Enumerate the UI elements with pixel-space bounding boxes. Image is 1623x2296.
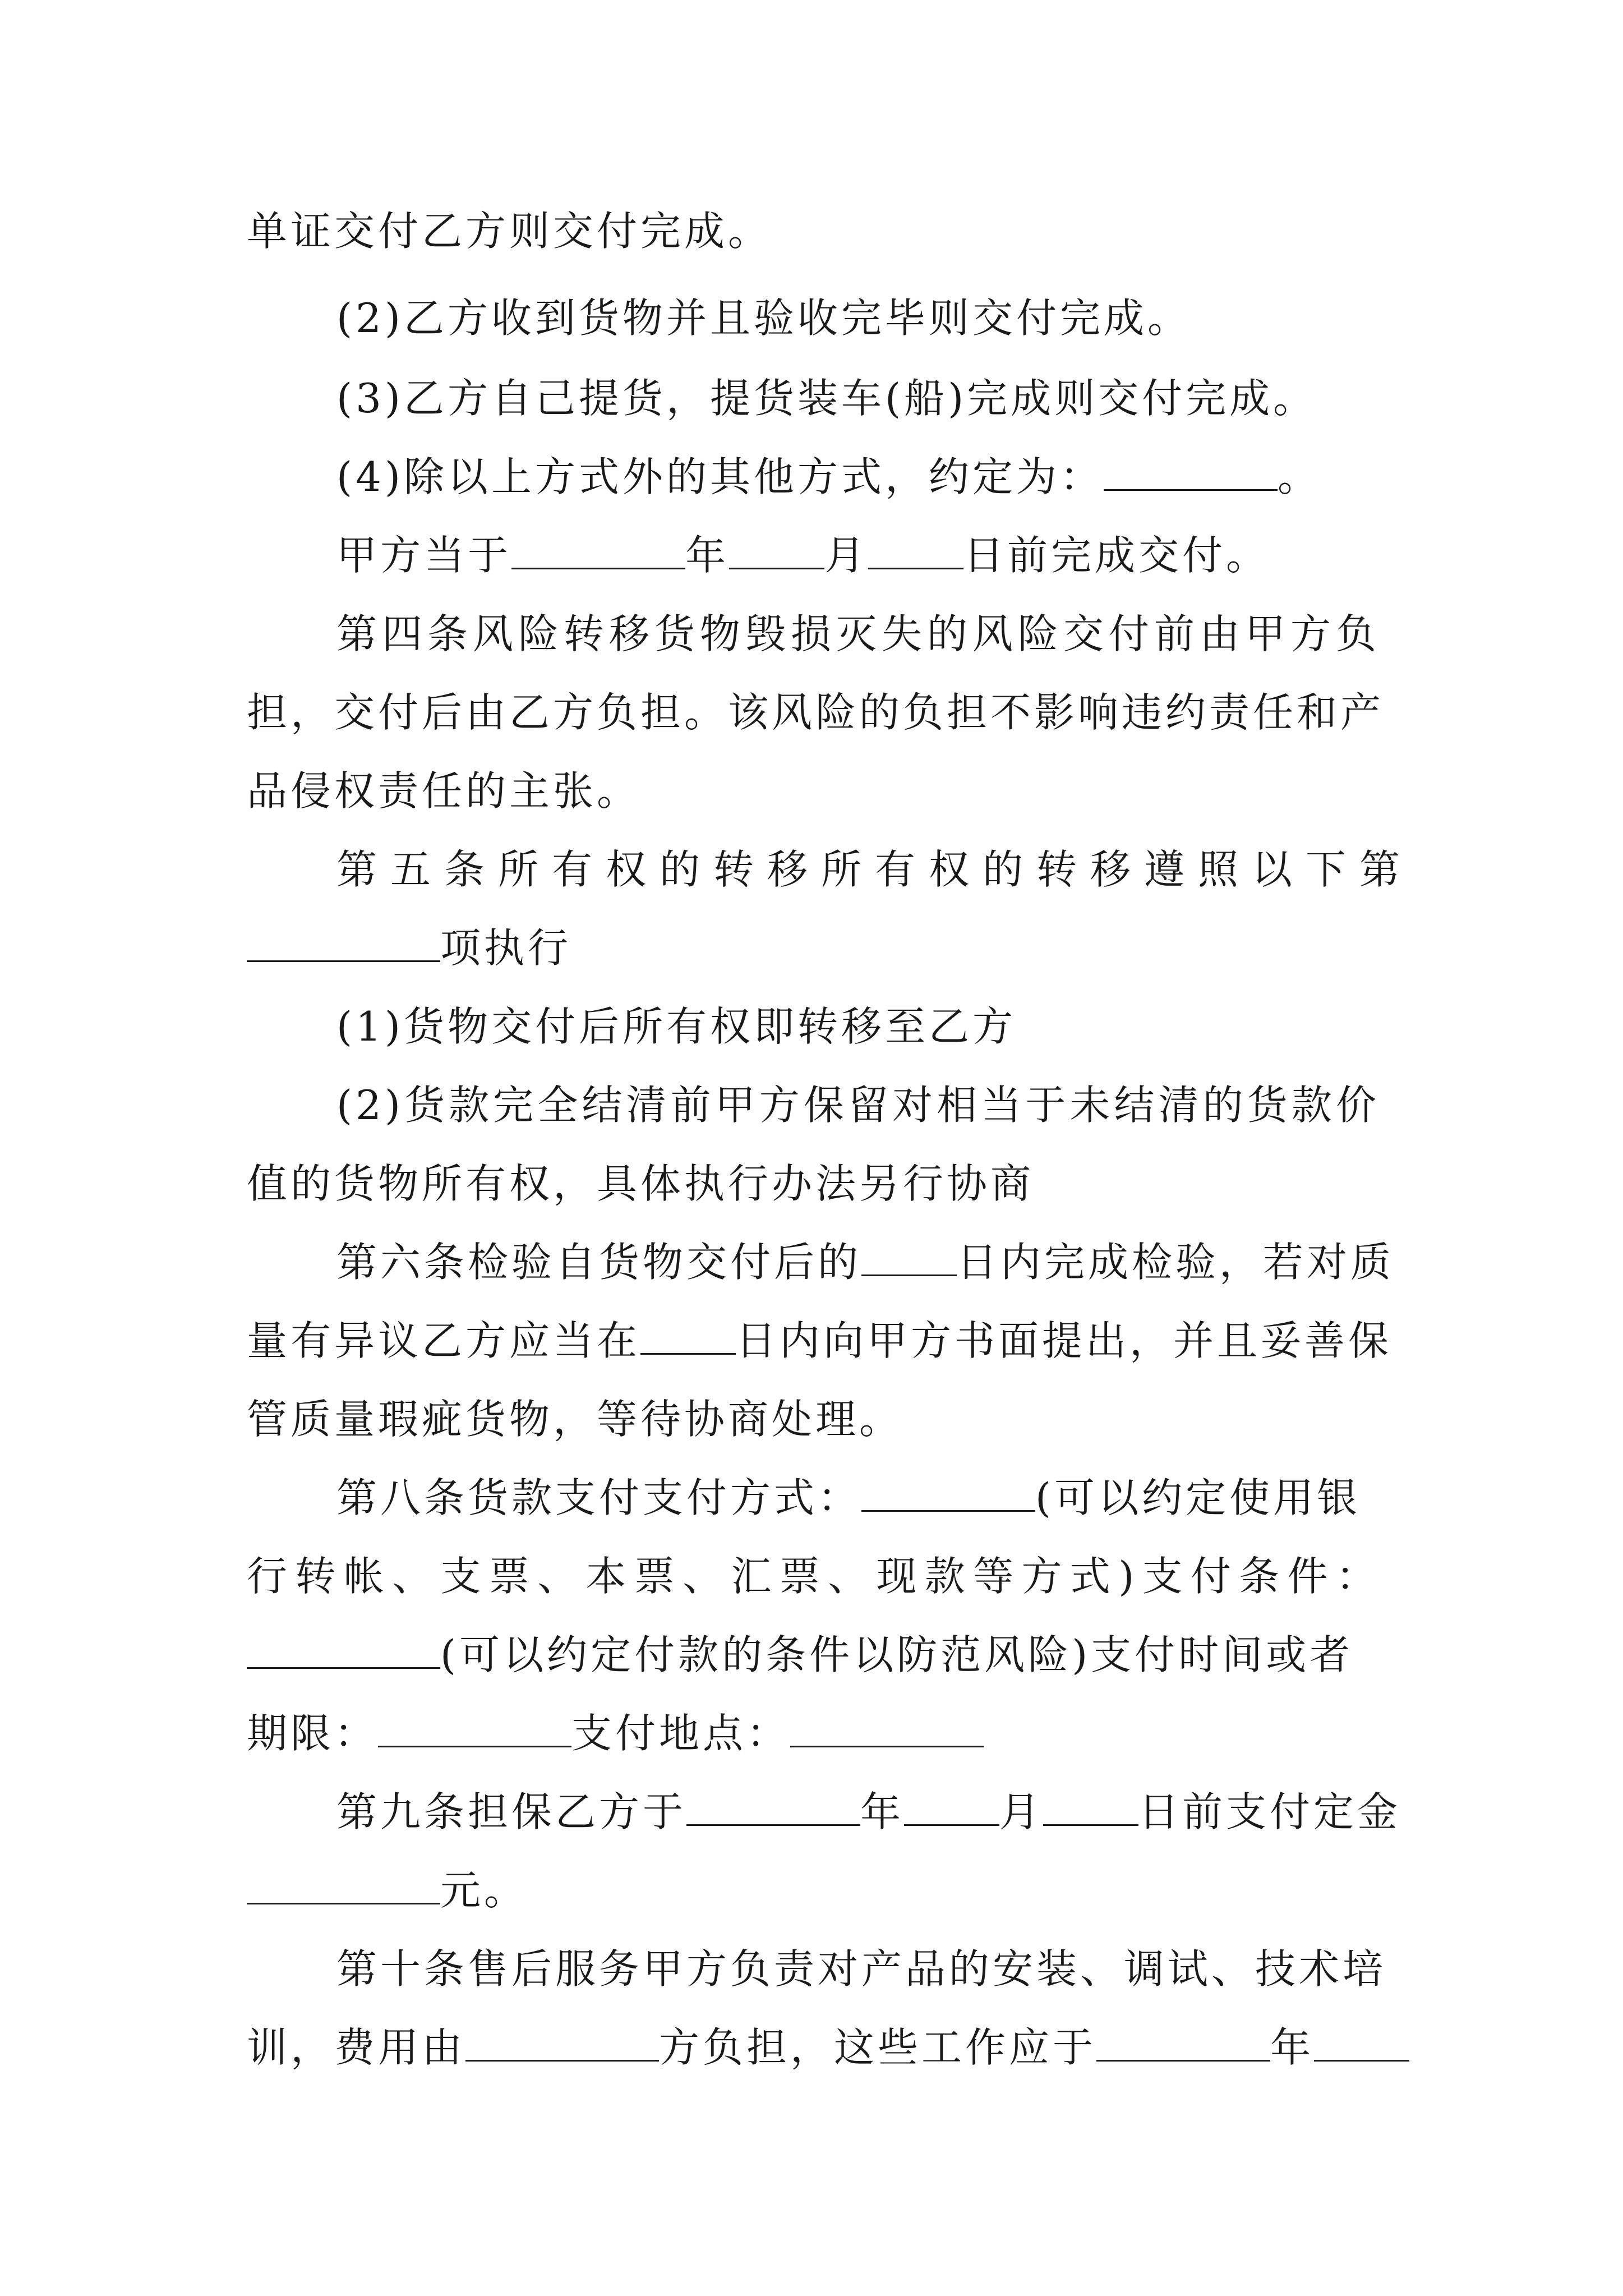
- text-segment: 日内完成检验，若对质: [957, 1239, 1395, 1286]
- text-line-8: [247, 763, 1380, 819]
- text-line-11: [336, 999, 1380, 1055]
- fill-blank[interactable]: [729, 533, 824, 569]
- fill-blank[interactable]: [640, 1318, 736, 1355]
- fill-blank[interactable]: [247, 926, 440, 962]
- text-segment: 月: [999, 1788, 1044, 1835]
- fill-blank[interactable]: [1096, 2025, 1270, 2062]
- text-segment: 项执行: [440, 924, 572, 972]
- text-line-7: [247, 684, 1385, 740]
- text-line-4: [336, 449, 1380, 505]
- text-line-2: [336, 290, 1380, 346]
- text-line-15: [247, 1313, 1393, 1369]
- text-line-22: [247, 1862, 1380, 1918]
- fill-blank[interactable]: [465, 2025, 659, 2062]
- text-segment: (3)乙方自己提货，提货装车(船)完成则交付完成。: [336, 375, 1317, 422]
- fill-blank[interactable]: [861, 1475, 1035, 1512]
- text-segment: (2)货款完全结清前甲方保留对相当于未结清的货款价: [336, 1082, 1380, 1129]
- fill-blank[interactable]: [1314, 2025, 1409, 2062]
- text-segment: (4)除以上方式外的其他方式，约定为：: [336, 453, 1104, 500]
- text-segment: (可以约定使用银: [1035, 1474, 1361, 1521]
- text-line-19: [247, 1627, 1380, 1683]
- text-segment: 元。: [440, 1867, 528, 1914]
- fill-blank[interactable]: [861, 1240, 957, 1276]
- text-line-21: [336, 1784, 1401, 1840]
- text-segment: 年: [860, 1788, 905, 1835]
- text-segment: (2)乙方收到货物并且验收完毕则交付完成。: [336, 295, 1191, 342]
- text-segment: 第十条售后服务甲方负责对产品的安装、调试、技术培: [336, 1945, 1387, 1993]
- text-segment: (可以约定付款的条件以防范风险)支付时间或者: [440, 1631, 1354, 1678]
- text-segment: 训，费用由: [247, 2024, 466, 2071]
- text-segment: 年: [1270, 2024, 1315, 2071]
- text-segment: 管质量瑕疵货物，等待协商处理。: [247, 1396, 903, 1443]
- text-line-12: [336, 1077, 1380, 1133]
- fill-blank[interactable]: [511, 533, 685, 569]
- text-line-1: [247, 203, 1380, 259]
- text-segment: 第六条检验自货物交付后的: [336, 1239, 862, 1286]
- fill-blank[interactable]: [1104, 454, 1278, 491]
- text-segment: 甲方当于: [336, 532, 512, 579]
- text-segment: 第九条担保乙方于: [336, 1788, 687, 1835]
- text-segment: 值的货物所有权，具体执行办法另行协商: [247, 1160, 1035, 1207]
- text-segment: (1)货物交付后所有权即转移至乙方: [336, 1003, 1016, 1050]
- text-line-13: [247, 1156, 1380, 1212]
- text-segment: 日前完成交付。: [963, 532, 1270, 579]
- text-line-3: [336, 370, 1380, 426]
- text-line-16: [247, 1391, 1380, 1447]
- text-segment: 年: [685, 532, 730, 579]
- text-line-17: [336, 1470, 1380, 1526]
- text-line-23: [336, 1941, 1387, 1997]
- text-line-14: [336, 1234, 1395, 1290]
- text-line-24: [247, 2019, 1380, 2076]
- text-segment: 单证交付乙方则交付完成。: [247, 208, 772, 255]
- fill-blank[interactable]: [686, 1789, 860, 1826]
- text-segment: 期限：: [247, 1710, 379, 1757]
- text-segment: 。: [1278, 453, 1322, 500]
- text-segment: 日内向甲方书面提出，并且妥善保: [736, 1317, 1393, 1364]
- fill-blank[interactable]: [378, 1711, 571, 1747]
- text-segment: 第五条所有权的转移所有权的转移遵照以下第: [336, 846, 1414, 893]
- fill-blank[interactable]: [868, 533, 963, 569]
- fill-blank[interactable]: [1043, 1789, 1138, 1826]
- text-line-6: [336, 606, 1380, 662]
- text-segment: 第八条货款支付支付方式：: [336, 1474, 862, 1521]
- text-segment: 支付地点：: [571, 1710, 791, 1757]
- text-line-9: [336, 841, 1414, 898]
- text-segment: 量有异议乙方应当在: [247, 1317, 641, 1364]
- text-line-18: [247, 1548, 1380, 1604]
- text-segment: 日前支付定金: [1138, 1788, 1401, 1835]
- fill-blank[interactable]: [790, 1711, 984, 1747]
- text-segment: 担，交付后由乙方负担。该风险的负担不影响违约责任和产: [247, 689, 1385, 736]
- text-line-5: [336, 527, 1380, 583]
- text-segment: 品侵权责任的主张。: [247, 767, 641, 815]
- text-segment: 第四条风险转移货物毁损灭失的风险交付前由甲方负: [336, 610, 1380, 657]
- text-line-20: [247, 1705, 1380, 1761]
- fill-blank[interactable]: [904, 1789, 999, 1826]
- text-line-10: [247, 920, 1380, 976]
- fill-blank[interactable]: [247, 1632, 440, 1669]
- text-segment: 月: [824, 532, 869, 579]
- text-segment: 行转帐、支票、本票、汇票、现款等方式)支付条件：: [247, 1553, 1380, 1600]
- fill-blank[interactable]: [247, 1868, 440, 1904]
- text-segment: 方负担，这些工作应于: [659, 2024, 1097, 2071]
